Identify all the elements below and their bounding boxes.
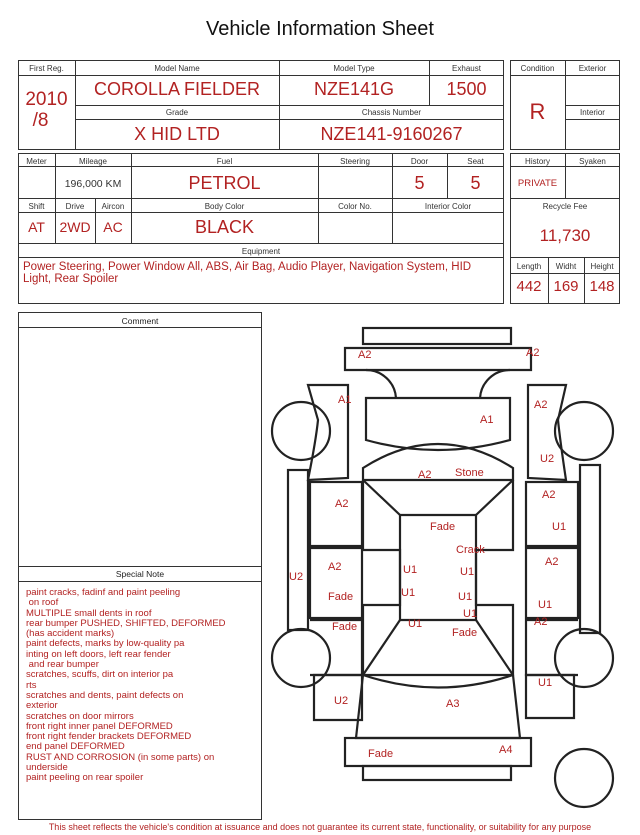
mark-right-front-door: A2 (542, 489, 556, 501)
mark-pillar-left-3: U1 (408, 618, 423, 630)
note-line: paint peeling on rear spoiler (26, 772, 144, 784)
note-line: scratches on door mirrors (26, 710, 134, 722)
note-line: and rear bumper (26, 659, 99, 671)
color-no-label: Color No. (338, 202, 372, 211)
mark-rear-bumper-right: A4 (499, 744, 513, 756)
interior-color-label: Interior Color (424, 202, 472, 211)
steering-label: Steering (340, 157, 370, 166)
grade-value: X HID LTD (134, 124, 220, 144)
fuel-value: PETROL (188, 173, 261, 193)
mark-roof-fade-2: Fade (452, 627, 478, 639)
car-damage-diagram (270, 320, 625, 820)
mileage-label: Mileage (78, 157, 107, 166)
note-line: (has accident marks) (26, 628, 115, 640)
recycle-fee-label: Recycle Fee (542, 202, 588, 211)
mark-right-rear-fender: A2 (534, 616, 548, 628)
mark-hood: A1 (480, 414, 494, 426)
note-line: rear bumper PUSHED, SHIFTED, DEFORMED (26, 617, 226, 629)
mark-right-rear-door-lower: U1 (538, 599, 553, 611)
mark-right-rear-door: A2 (545, 556, 559, 568)
mark-pillar-left-1: U1 (403, 564, 418, 576)
equipment-value: Power Steering, Power Window All, ABS, Air Bag, Audio Player, Navigation System, HID Light, Rear Spoiler (23, 261, 472, 285)
interior-label: Interior (580, 108, 605, 117)
shift-value: AT (28, 219, 45, 235)
drive-value: 2WD (59, 219, 91, 235)
model-name-value: COROLLA FIELDER (93, 79, 261, 99)
mark-left-rear-fender-fade: Fade (332, 621, 358, 633)
shift-label: Shift (28, 202, 45, 211)
model-type-value: NZE141G (313, 79, 395, 99)
history-label: History (525, 157, 550, 166)
mark-roof-3: U1 (463, 608, 478, 620)
history-value: PRIVATE (517, 178, 558, 189)
disclaimer-footer: This sheet reflects the vehicle's condition at issuance and does not guarantee its current state, functionality, or suitability for any purpose (48, 822, 592, 832)
note-line: end panel DEFORMED (26, 741, 125, 753)
condition-value: R (529, 99, 546, 124)
mark-front-bumper-right: A2 (526, 347, 540, 359)
mark-right-front-fender: A2 (534, 399, 548, 411)
exhaust-label: Exhaust (452, 64, 481, 73)
body-color-value: BLACK (194, 217, 255, 237)
mark-front-bumper-left: A2 (358, 349, 372, 361)
height-label: Height (590, 262, 614, 271)
note-line: paint defects, marks by low-quality pa (26, 638, 185, 650)
recycle-fee-value: 11,730 (539, 226, 591, 245)
mark-left-rear-door: A2 (328, 561, 342, 573)
note-line: on roof (26, 597, 59, 609)
note-line: RUST AND CORROSION (in some parts) on (26, 751, 215, 763)
door-label: Door (410, 157, 429, 166)
body-color-label: Body Color (204, 202, 245, 211)
chassis-number-value: NZE141-9160267 (320, 124, 463, 144)
door-value: 5 (414, 173, 425, 193)
mark-left-front-corner: A1 (338, 394, 352, 406)
grade-label: Grade (165, 108, 189, 117)
model-type-label: Model Type (333, 64, 375, 73)
comment-title: Comment (121, 316, 159, 326)
exhaust-value: 1500 (446, 79, 487, 99)
mark-left-rear-quarter: U2 (334, 695, 349, 707)
height-value: 148 (589, 278, 615, 295)
mark-left-front-door: A2 (335, 498, 349, 510)
mark-left-side: U2 (289, 571, 304, 583)
mark-roof-fade: Fade (430, 521, 456, 533)
note-line: scratches, scuffs, dirt on interior pa (26, 669, 174, 681)
mark-roof-crack: Crack (456, 544, 485, 556)
damage-marks (289, 347, 566, 760)
mark-windshield-note: Stone (455, 467, 484, 479)
seat-label: Seat (467, 157, 484, 166)
aircon-label: Aircon (101, 202, 125, 211)
mark-left-rear-door-fade: Fade (328, 591, 354, 603)
length-value: 442 (516, 278, 542, 295)
model-name-label: Model Name (154, 64, 200, 73)
note-line: underside (26, 762, 68, 774)
meter-label: Meter (26, 157, 47, 166)
page-title: Vehicle Information Sheet (206, 18, 434, 40)
mark-roof-2: U1 (458, 591, 473, 603)
mark-windshield: A2 (418, 469, 432, 481)
condition-label: Condition (520, 64, 555, 73)
first-reg-year: 2010 (25, 89, 68, 110)
syaken-label: Syaken (579, 157, 606, 166)
aircon-value: AC (103, 219, 123, 235)
note-line: inting on left doors, left rear fender (26, 648, 171, 660)
mark-right-front-door-lower: U1 (552, 521, 567, 533)
width-value: 169 (553, 278, 579, 295)
mark-pillar-left-2: U1 (401, 587, 416, 599)
mark-tailgate: A3 (446, 698, 460, 710)
mark-roof-1: U1 (460, 566, 475, 578)
first-reg-label: First Reg. (29, 64, 64, 73)
mark-right-front-fender-lower: U2 (540, 453, 555, 465)
note-line: front right inner panel DEFORMED (26, 720, 173, 732)
chassis-number-label: Chassis Number (361, 108, 422, 117)
length-label: Length (516, 262, 542, 271)
mileage-value: 196,000 KM (64, 178, 122, 190)
width-label: Widht (555, 262, 577, 271)
special-notes-list (26, 588, 258, 784)
equipment-label: Equipment (241, 247, 281, 256)
note-line: scratches and dents, paint defects on (26, 689, 184, 701)
special-note-title: Special Note (115, 569, 165, 579)
exterior-label: Exterior (578, 64, 607, 73)
first-reg-month: /8 (32, 110, 49, 131)
note-line: MULTIPLE small dents in roof (26, 607, 152, 619)
drive-label: Drive (65, 202, 85, 211)
seat-value: 5 (470, 173, 481, 193)
fuel-label: Fuel (216, 157, 233, 166)
note-line: front right fender brackets DEFORMED (26, 731, 192, 743)
mark-rear-bumper-fade: Fade (368, 748, 394, 760)
mark-right-rear-quarter: U1 (538, 677, 553, 689)
note-line: rts (26, 679, 37, 691)
note-line: paint cracks, fadinf and paint peeling (26, 587, 181, 598)
note-line: exterior (26, 700, 58, 712)
